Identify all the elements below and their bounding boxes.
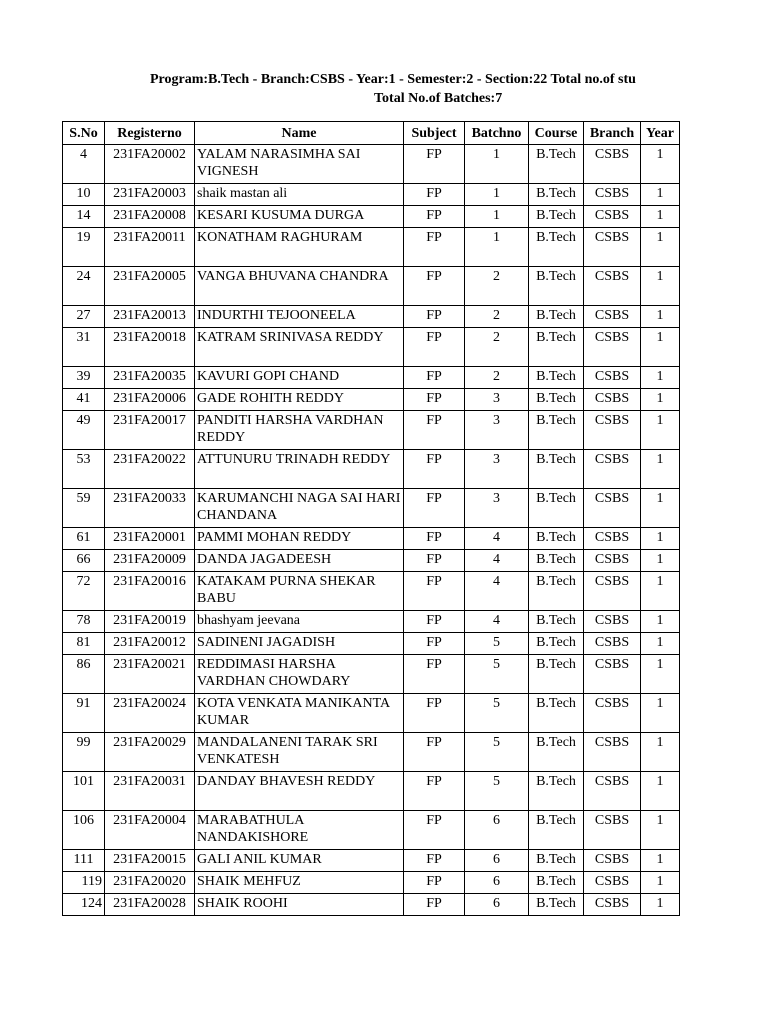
cell-year: 1 [641, 184, 680, 206]
table-row [63, 306, 680, 328]
cell-sno: 59 [63, 489, 105, 528]
cell-subject: FP [404, 733, 465, 772]
cell-sno: 4 [63, 145, 105, 184]
cell-year: 1 [641, 145, 680, 184]
cell-subject: FP [404, 206, 465, 228]
column-header-course: Course [529, 122, 584, 145]
cell-batchno: 5 [465, 655, 529, 694]
column-header-year: Year [641, 122, 680, 145]
cell-year: 1 [641, 655, 680, 694]
column-header-sno: S.No [63, 122, 105, 145]
cell-branch: CSBS [584, 611, 641, 633]
cell-year: 1 [641, 872, 680, 894]
cell-branch: CSBS [584, 389, 641, 411]
cell-subject: FP [404, 572, 465, 611]
column-header-name: Name [195, 122, 404, 145]
cell-branch: CSBS [584, 572, 641, 611]
cell-course: B.Tech [529, 611, 584, 633]
cell-registerno: 231FA20003 [105, 184, 195, 206]
cell-registerno: 231FA20005 [105, 267, 195, 306]
cell-year: 1 [641, 528, 680, 550]
cell-course: B.Tech [529, 850, 584, 872]
table-row [63, 206, 680, 228]
cell-subject: FP [404, 811, 465, 850]
cell-course: B.Tech [529, 145, 584, 184]
cell-registerno: 231FA20028 [105, 894, 195, 916]
cell-year: 1 [641, 811, 680, 850]
cell-course: B.Tech [529, 694, 584, 733]
cell-registerno: 231FA20021 [105, 655, 195, 694]
cell-branch: CSBS [584, 411, 641, 450]
cell-branch: CSBS [584, 772, 641, 811]
cell-course: B.Tech [529, 633, 584, 655]
cell-registerno: 231FA20001 [105, 528, 195, 550]
cell-registerno: 231FA20002 [105, 145, 195, 184]
table-row [63, 872, 680, 894]
cell-sno: 61 [63, 528, 105, 550]
cell-sno: 72 [63, 572, 105, 611]
cell-subject: FP [404, 367, 465, 389]
cell-subject: FP [404, 411, 465, 450]
cell-batchno: 5 [465, 772, 529, 811]
cell-course: B.Tech [529, 872, 584, 894]
cell-year: 1 [641, 367, 680, 389]
cell-branch: CSBS [584, 328, 641, 367]
cell-year: 1 [641, 328, 680, 367]
table-row [63, 489, 680, 528]
cell-batchno: 6 [465, 872, 529, 894]
cell-name: DANDAY BHAVESH REDDY [195, 772, 404, 811]
cell-sno: 31 [63, 328, 105, 367]
table-row [63, 772, 680, 811]
cell-branch: CSBS [584, 267, 641, 306]
program-title: Program:B.Tech - Branch:CSBS - Year:1 - Semester:2 - Section:22 Total no.of stu [150, 72, 636, 87]
cell-name: KARUMANCHI NAGA SAI HARI CHANDANA [195, 489, 404, 528]
cell-registerno: 231FA20020 [105, 872, 195, 894]
cell-name: SADINENI JAGADISH [195, 633, 404, 655]
cell-batchno: 3 [465, 489, 529, 528]
table-row [63, 145, 680, 184]
table-body [63, 145, 680, 916]
cell-year: 1 [641, 267, 680, 306]
cell-sno: 124 [63, 894, 105, 916]
cell-batchno: 5 [465, 633, 529, 655]
cell-batchno: 2 [465, 306, 529, 328]
cell-batchno: 1 [465, 145, 529, 184]
cell-sno: 10 [63, 184, 105, 206]
cell-branch: CSBS [584, 206, 641, 228]
cell-sno: 14 [63, 206, 105, 228]
table-row [63, 367, 680, 389]
table-row [63, 611, 680, 633]
cell-registerno: 231FA20016 [105, 572, 195, 611]
table-row [63, 184, 680, 206]
cell-subject: FP [404, 267, 465, 306]
table-row [63, 328, 680, 367]
batches-total: Total No.of Batches:7 [374, 91, 503, 106]
cell-batchno: 3 [465, 389, 529, 411]
table-row [63, 267, 680, 306]
cell-name: ATTUNURU TRINADH REDDY [195, 450, 404, 489]
cell-subject: FP [404, 894, 465, 916]
cell-name: GADE ROHITH REDDY [195, 389, 404, 411]
cell-year: 1 [641, 489, 680, 528]
cell-name: KONATHAM RAGHURAM [195, 228, 404, 267]
cell-course: B.Tech [529, 367, 584, 389]
table-row [63, 572, 680, 611]
cell-batchno: 4 [465, 611, 529, 633]
cell-sno: 91 [63, 694, 105, 733]
cell-name: SHAIK MEHFUZ [195, 872, 404, 894]
cell-year: 1 [641, 572, 680, 611]
cell-batchno: 2 [465, 267, 529, 306]
cell-course: B.Tech [529, 389, 584, 411]
cell-sno: 53 [63, 450, 105, 489]
cell-year: 1 [641, 772, 680, 811]
cell-year: 1 [641, 611, 680, 633]
cell-branch: CSBS [584, 894, 641, 916]
cell-name: MARABATHULA NANDAKISHORE [195, 811, 404, 850]
cell-batchno: 1 [465, 206, 529, 228]
cell-year: 1 [641, 228, 680, 267]
cell-subject: FP [404, 184, 465, 206]
cell-name: DANDA JAGADEESH [195, 550, 404, 572]
cell-course: B.Tech [529, 550, 584, 572]
cell-course: B.Tech [529, 206, 584, 228]
cell-registerno: 231FA20029 [105, 733, 195, 772]
cell-sno: 86 [63, 655, 105, 694]
table-row [63, 450, 680, 489]
table-row [63, 655, 680, 694]
table-row [63, 733, 680, 772]
cell-course: B.Tech [529, 267, 584, 306]
cell-subject: FP [404, 850, 465, 872]
cell-branch: CSBS [584, 489, 641, 528]
cell-registerno: 231FA20009 [105, 550, 195, 572]
cell-branch: CSBS [584, 145, 641, 184]
cell-course: B.Tech [529, 811, 584, 850]
cell-registerno: 231FA20008 [105, 206, 195, 228]
cell-sno: 111 [63, 850, 105, 872]
cell-year: 1 [641, 850, 680, 872]
cell-year: 1 [641, 894, 680, 916]
cell-subject: FP [404, 145, 465, 184]
cell-subject: FP [404, 489, 465, 528]
cell-course: B.Tech [529, 772, 584, 811]
table-row [63, 228, 680, 267]
table-header-row [63, 122, 680, 145]
cell-year: 1 [641, 206, 680, 228]
table-row [63, 389, 680, 411]
cell-registerno: 231FA20012 [105, 633, 195, 655]
cell-name: KATRAM SRINIVASA REDDY [195, 328, 404, 367]
cell-course: B.Tech [529, 328, 584, 367]
cell-sno: 101 [63, 772, 105, 811]
cell-batchno: 2 [465, 367, 529, 389]
cell-subject: FP [404, 306, 465, 328]
cell-subject: FP [404, 655, 465, 694]
cell-branch: CSBS [584, 872, 641, 894]
cell-subject: FP [404, 450, 465, 489]
cell-branch: CSBS [584, 811, 641, 850]
cell-branch: CSBS [584, 733, 641, 772]
cell-name: KOTA VENKATA MANIKANTA KUMAR [195, 694, 404, 733]
cell-name: PAMMI MOHAN REDDY [195, 528, 404, 550]
table-row [63, 894, 680, 916]
cell-subject: FP [404, 228, 465, 267]
cell-course: B.Tech [529, 489, 584, 528]
table-row [63, 411, 680, 450]
table-row [63, 694, 680, 733]
cell-course: B.Tech [529, 733, 584, 772]
cell-year: 1 [641, 306, 680, 328]
cell-sno: 106 [63, 811, 105, 850]
cell-sno: 24 [63, 267, 105, 306]
cell-branch: CSBS [584, 184, 641, 206]
cell-name: VANGA BHUVANA CHANDRA [195, 267, 404, 306]
cell-batchno: 3 [465, 411, 529, 450]
cell-subject: FP [404, 328, 465, 367]
cell-sno: 66 [63, 550, 105, 572]
cell-batchno: 5 [465, 694, 529, 733]
document-header [150, 70, 690, 108]
cell-name: KESARI KUSUMA DURGA [195, 206, 404, 228]
cell-registerno: 231FA20018 [105, 328, 195, 367]
cell-subject: FP [404, 872, 465, 894]
column-header-batchno: Batchno [465, 122, 529, 145]
cell-branch: CSBS [584, 633, 641, 655]
cell-course: B.Tech [529, 655, 584, 694]
cell-registerno: 231FA20011 [105, 228, 195, 267]
cell-name: KATAKAM PURNA SHEKAR BABU [195, 572, 404, 611]
cell-year: 1 [641, 633, 680, 655]
cell-registerno: 231FA20019 [105, 611, 195, 633]
cell-batchno: 4 [465, 528, 529, 550]
cell-branch: CSBS [584, 228, 641, 267]
cell-registerno: 231FA20022 [105, 450, 195, 489]
cell-registerno: 231FA20031 [105, 772, 195, 811]
cell-sno: 49 [63, 411, 105, 450]
cell-registerno: 231FA20015 [105, 850, 195, 872]
cell-subject: FP [404, 633, 465, 655]
cell-branch: CSBS [584, 694, 641, 733]
cell-course: B.Tech [529, 411, 584, 450]
cell-name: bhashyam jeevana [195, 611, 404, 633]
cell-subject: FP [404, 611, 465, 633]
table-row [63, 633, 680, 655]
cell-registerno: 231FA20033 [105, 489, 195, 528]
cell-course: B.Tech [529, 228, 584, 267]
table-row [63, 850, 680, 872]
cell-name: SHAIK ROOHI [195, 894, 404, 916]
cell-sno: 39 [63, 367, 105, 389]
cell-sno: 78 [63, 611, 105, 633]
cell-sno: 119 [63, 872, 105, 894]
cell-name: YALAM NARASIMHA SAI VIGNESH [195, 145, 404, 184]
cell-course: B.Tech [529, 894, 584, 916]
cell-branch: CSBS [584, 306, 641, 328]
cell-registerno: 231FA20006 [105, 389, 195, 411]
cell-sno: 41 [63, 389, 105, 411]
cell-name: MANDALANENI TARAK SRI VENKATESH [195, 733, 404, 772]
cell-year: 1 [641, 550, 680, 572]
cell-batchno: 5 [465, 733, 529, 772]
cell-name: PANDITI HARSHA VARDHAN REDDY [195, 411, 404, 450]
cell-year: 1 [641, 733, 680, 772]
cell-batchno: 6 [465, 811, 529, 850]
cell-branch: CSBS [584, 528, 641, 550]
student-roster-table [62, 121, 680, 916]
cell-name: GALI ANIL KUMAR [195, 850, 404, 872]
cell-course: B.Tech [529, 450, 584, 489]
cell-subject: FP [404, 550, 465, 572]
cell-subject: FP [404, 772, 465, 811]
cell-batchno: 3 [465, 450, 529, 489]
cell-name: REDDIMASI HARSHA VARDHAN CHOWDARY [195, 655, 404, 694]
column-header-branch: Branch [584, 122, 641, 145]
cell-course: B.Tech [529, 572, 584, 611]
cell-batchno: 6 [465, 850, 529, 872]
cell-batchno: 4 [465, 572, 529, 611]
cell-name: KAVURI GOPI CHAND [195, 367, 404, 389]
table-row [63, 528, 680, 550]
cell-branch: CSBS [584, 550, 641, 572]
cell-year: 1 [641, 450, 680, 489]
cell-sno: 99 [63, 733, 105, 772]
cell-name: INDURTHI TEJOONEELA [195, 306, 404, 328]
cell-year: 1 [641, 411, 680, 450]
cell-branch: CSBS [584, 850, 641, 872]
cell-sno: 19 [63, 228, 105, 267]
cell-branch: CSBS [584, 655, 641, 694]
cell-name: shaik mastan ali [195, 184, 404, 206]
cell-subject: FP [404, 694, 465, 733]
cell-registerno: 231FA20035 [105, 367, 195, 389]
cell-batchno: 2 [465, 328, 529, 367]
cell-course: B.Tech [529, 184, 584, 206]
cell-year: 1 [641, 694, 680, 733]
cell-registerno: 231FA20024 [105, 694, 195, 733]
cell-sno: 81 [63, 633, 105, 655]
cell-branch: CSBS [584, 450, 641, 489]
cell-batchno: 6 [465, 894, 529, 916]
cell-registerno: 231FA20004 [105, 811, 195, 850]
column-header-subject: Subject [404, 122, 465, 145]
table-row [63, 550, 680, 572]
cell-subject: FP [404, 528, 465, 550]
cell-sno: 27 [63, 306, 105, 328]
column-header-registerno: Registerno [105, 122, 195, 145]
cell-year: 1 [641, 389, 680, 411]
cell-registerno: 231FA20017 [105, 411, 195, 450]
cell-subject: FP [404, 389, 465, 411]
table-row [63, 811, 680, 850]
cell-branch: CSBS [584, 367, 641, 389]
cell-course: B.Tech [529, 306, 584, 328]
cell-course: B.Tech [529, 528, 584, 550]
cell-batchno: 4 [465, 550, 529, 572]
cell-batchno: 1 [465, 228, 529, 267]
cell-batchno: 1 [465, 184, 529, 206]
cell-registerno: 231FA20013 [105, 306, 195, 328]
